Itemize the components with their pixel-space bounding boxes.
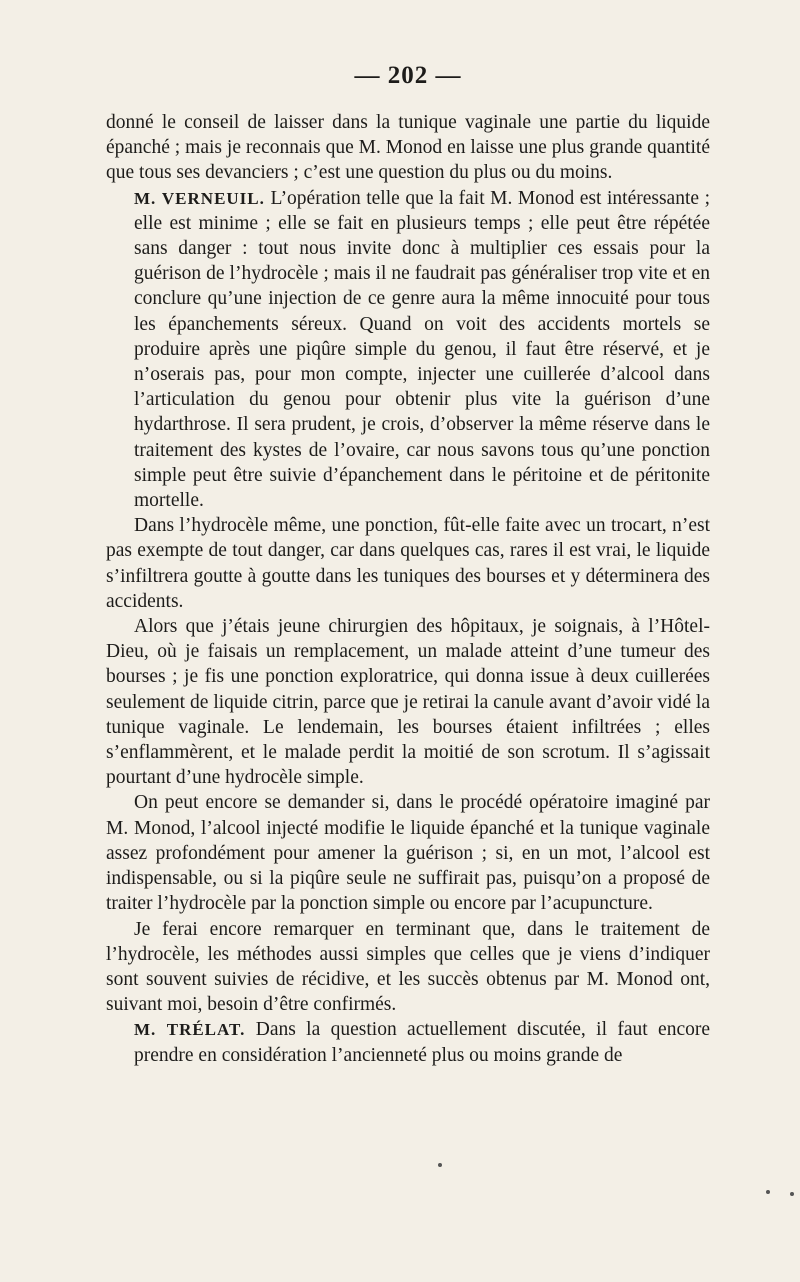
paragraph-text: Alors que j’étais jeune chirurgien des hôpitaux, je soignais, à l’Hôtel-Dieu, où je faisais un remplacement, un malade atteint d’une tumeur des bourses ; je fis une ponction exploratrice, qui donna issue à deux cuillerées seulement de liquide citrin, parce que je retirai la canule avant d’avoir vidé la tunique vaginale. Le lendemain, les bourses étaient infiltrées ; elles s’enflammèrent, et le malade perdit la moitié de son scrotum. Il s’agissait pourtant d’une hydrocèle simple. — [106, 616, 710, 789]
paragraph-question — [106, 790, 710, 916]
speaker-name: M. VERNEUIL. — [134, 188, 265, 208]
paragraph-text: On peut encore se demander si, dans le procédé opératoire imaginé par M. Monod, l’alcool injecté modifie le liquide épanché et la tunique vaginale assez profondément pour amener la guérison ; si, en un mot, l’alcool est indispensable, ou si la piqûre seule ne suffirait pas, puisqu’on a proposé de traiter l’hydrocèle par la ponction simple ou encore par l’acupuncture. — [106, 792, 710, 915]
paragraph-anecdote — [106, 614, 710, 790]
paragraph-text: Je ferai encore remarquer en terminant que, dans le traitement de l’hydrocèle, les méthodes aussi simples que celles que je viens d’indiquer sont souvent suivies de récidive, et les succès obtenus par M. Monod ont, suivant moi, besoin d’être confirmés. — [106, 918, 710, 1016]
paragraph-conclusion — [106, 917, 710, 1018]
paragraph-text: donné le conseil de laisser dans la tunique vaginale une partie du liquide épanché ; mais je reconnais que M. Monod en laisse une plus grande quantité que tous ses devanciers ; c’est une question du plus ou du moins. — [106, 112, 710, 184]
page-number: — 202 — — [354, 62, 462, 89]
paper-speck — [766, 1190, 770, 1194]
paper-speck — [790, 1192, 794, 1196]
paper-speck — [438, 1163, 442, 1167]
paragraph-continuation — [106, 110, 710, 186]
paragraph-verneuil — [106, 186, 710, 514]
document-page — [106, 62, 710, 1068]
paragraph-text: Dans l’hydrocèle même, une ponction, fût-elle faite avec un trocart, n’est pas exempte de tout danger, car dans quelques cas, rares il est vrai, le liquide s’infiltrera goutte à goutte dans les tuniques des bourses et y déterminera des accidents. — [106, 515, 710, 612]
speaker-name: M. TRÉLAT. — [134, 1020, 246, 1040]
paragraph-hydrocele — [106, 513, 710, 614]
paragraph-trelat — [106, 1017, 710, 1067]
paragraph-text: Dans la question actuellement discutée, il faut encore prendre en considération l’ancienneté plus ou moins grande de — [134, 1019, 711, 1066]
paragraph-text: L’opération telle que la fait M. Monod est intéressante ; elle est minime ; elle se fait en plusieurs temps ; elle peut être répétée sans danger : tout nous invite donc à multiplier ces essais pour la guérison de l’hydrocèle ; mais il ne faudrait pas généraliser trop vite et en conclure qu’une injection de ce genre aura la même innocuité pour tous les épanchements séreux. Quand on voit des accidents mortels se produire après une piqûre simple du genou, il faut être réservé, et je n’oserais pas, pour mon compte, injecter une cuillerée d’alcool dans l’articulation du genou pour obtenir plus vite la guérison d’une hydarthrose. Il sera prudent, je crois, d’observer la même réserve dans le traitement des kystes de l’ovaire, car nous savons tous qu’une ponction simple peut être suivie d’épanchement dans le péritoine et de péritonite mortelle. — [134, 187, 710, 512]
